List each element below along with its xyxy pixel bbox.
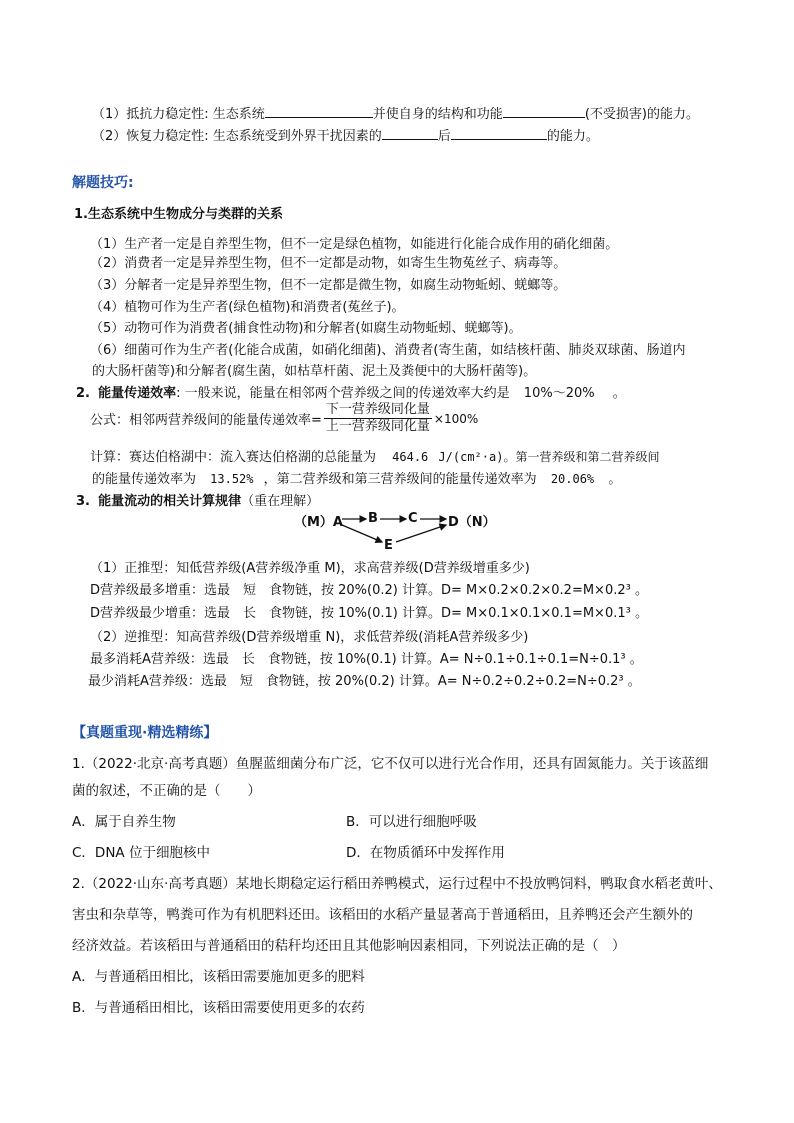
formula-line <box>90 402 478 435</box>
stability-line-1 <box>92 103 699 122</box>
stability-1-text-a: （1）抵抗力稳定性: 生态系统 <box>92 107 265 122</box>
calc-1-text: 计算：赛达伯格湖中：流入赛达伯格湖的总能量为 <box>90 450 377 465</box>
stability-2-text-b: 后 <box>437 129 451 144</box>
reverse-max: 最多消耗A营养级：选最 长 食物链，按 10%(0.1) 计算。A= N÷0.1÷0.1÷0.1=N÷0.1³ 。 <box>90 652 643 667</box>
sec1-item-4: （4）植物可作为生产者(绿色植物)和消费者(菟丝子)。 <box>90 300 405 315</box>
sec1-item-3: （3）分解者一定是异养型生物，但不一定都是微生物，如腐生动物蚯蚓、蜣螂等。 <box>90 278 567 293</box>
q2-line-1: 2.（2022·山东·高考真题）某地长期稳定运行稻田养鸭模式，运行过程中不投放鸭饲料，鸭取食水稻老黄叶、 <box>72 876 722 892</box>
stability-2-text-c: 的能力。 <box>546 129 599 144</box>
q1-line-1: 1.（2022·北京·高考真题）鱼腥蓝细菌分布广泛，它不仅可以进行光合作用，还具有固氮能力。关于该蓝细 <box>72 756 709 772</box>
formula-numerator: 下一营养级同化量 <box>325 402 430 417</box>
section-3-note: （重在理解） <box>241 494 320 509</box>
stability-line-2 <box>92 125 599 144</box>
exam-heading: 【真题重现·精选精练】 <box>72 725 218 741</box>
forward-max: D营养级最多增重：选最 短 食物链，按 20%(0.2) 计算。D= M×0.2×0.2×0.2=M×0.2³ 。 <box>90 583 648 598</box>
calc-2-value-2: 20.06% <box>550 472 595 486</box>
q2-line-2: 害虫和杂草等，鸭粪可作为有机肥料还田。该稻田的水稻产量显著高于普通稻田，且养鸭还会产生额外的 <box>72 907 693 923</box>
q1-option-c: C．DNA 位于细胞核中 <box>72 845 210 861</box>
section-2-end: 。 <box>612 386 626 401</box>
chain-node-d: D（N） <box>448 515 496 530</box>
section-2-title: 能量传递效率 <box>98 386 177 401</box>
section-3-line <box>76 490 319 509</box>
section-2-number: 2. <box>76 386 90 401</box>
arrow-e-d <box>396 525 446 542</box>
chain-node-a: （M）A <box>294 515 343 530</box>
food-chain-diagram <box>290 508 510 554</box>
sec1-item-6: （6）细菌可作为生产者(化能合成菌，如硝化细菌)、消费者(寄生菌，如结核杆菌、肺炎双球菌、肠道内 <box>90 343 686 358</box>
q2-option-a: A．与普通稻田相比，该稻田需要施加更多的肥料 <box>72 969 365 985</box>
formula-tail: ×100% <box>433 411 479 426</box>
sec1-item-2: （2）消费者一定是异养型生物，但不一定都是动物，如寄生生物菟丝子、病毒等。 <box>90 256 567 271</box>
stability-1-text-b: 并使自身的结构和功能 <box>372 107 503 122</box>
chain-node-c: C <box>408 511 418 526</box>
blank-field <box>451 125 547 140</box>
sec1-item-1: （1）生产者一定是自养型生物，但不一定是绿色植物，如能进行化能合成作用的硝化细菌。 <box>90 237 619 252</box>
sec1-item-5: （5）动物可作为消费者(捕食性动物)和分解者(如腐生动物蚯蚓、蜣螂等)。 <box>90 321 522 336</box>
forward-title: （1）正推型：知低营养级(A营养级净重 M)，求高营养级(D营养级增重多少) <box>90 561 530 576</box>
formula-denominator: 上一营养级同化量 <box>325 419 430 434</box>
blank-field <box>503 103 585 118</box>
section-2-text: : 一般来说，能量在相邻两个营养级之间的传递效率大约是 <box>176 386 510 401</box>
calc-line-1 <box>90 446 659 465</box>
q1-option-a: A．属于自养生物 <box>72 814 176 830</box>
calc-1-unit: J/(cm²·a)。第一营养级和第二营养级间 <box>438 450 660 464</box>
blank-field <box>382 125 438 140</box>
reverse-title: （2）逆推型：知高营养级(D营养级增重 N)，求低营养级(消耗A营养级多少) <box>90 630 529 645</box>
q1-option-d: D．在物质循环中发挥作用 <box>346 845 505 861</box>
stability-2-text-a: （2）恢复力稳定性: 生态系统受到外界干扰因素的 <box>92 129 382 144</box>
q2-option-b: B．与普通稻田相比，该稻田需要使用更多的农药 <box>72 1000 365 1016</box>
reverse-min: 最少消耗A营养级：选最 短 食物链，按 20%(0.2) 计算。A= N÷0.2÷0.2÷0.2=N÷0.2³ 。 <box>88 674 641 689</box>
section-3-number: 3. <box>76 494 90 509</box>
q1-line-2: 菌的叙述，不正确的是（ ） <box>72 783 261 799</box>
formula-label: 公式：相邻两营养级间的能量传递效率= <box>90 413 322 428</box>
q1-option-b: B．可以进行细胞呼吸 <box>346 814 477 830</box>
stability-1-text-c: (不受损害)的能力。 <box>584 107 699 122</box>
calc-2-mid: ，第二营养级和第三营养级间的能量传递效率为 <box>263 472 537 487</box>
calc-line-2 <box>92 468 621 487</box>
sec1-item-6-cont: 的大肠杆菌等)和分解者(腐生菌，如枯草杆菌、泥土及粪便中的大肠杆菌等)。 <box>92 364 537 379</box>
q2-line-3: 经济效益。若该稻田与普通稻田的秸秆均还田且其他影响因素相同，下列说法正确的是（ ） <box>72 938 626 954</box>
blank-field <box>265 103 373 118</box>
calc-2-text: 的能量传递效率为 <box>92 472 197 487</box>
forward-min: D营养级最少增重：选最 长 食物链，按 10%(0.1) 计算。D= M×0.1×0.1×0.1=M×0.1³ 。 <box>90 606 648 621</box>
section-2-value: 10%～20% <box>523 386 595 401</box>
chain-node-e: E <box>384 538 393 553</box>
section-3-title: 能量流动的相关计算规律 <box>98 494 242 509</box>
arrow-a-e <box>342 525 382 542</box>
tips-heading: 解题技巧: <box>72 175 134 191</box>
formula-fraction <box>324 402 432 435</box>
section-1-title: 1.生态系统中生物成分与类群的关系 <box>74 207 283 222</box>
calc-2-value: 13.52% <box>210 472 254 486</box>
calc-2-end: 。 <box>608 472 622 487</box>
calc-1-value: 464.6 <box>392 450 429 464</box>
section-2-line <box>76 382 626 401</box>
chain-node-b: B <box>368 511 378 526</box>
